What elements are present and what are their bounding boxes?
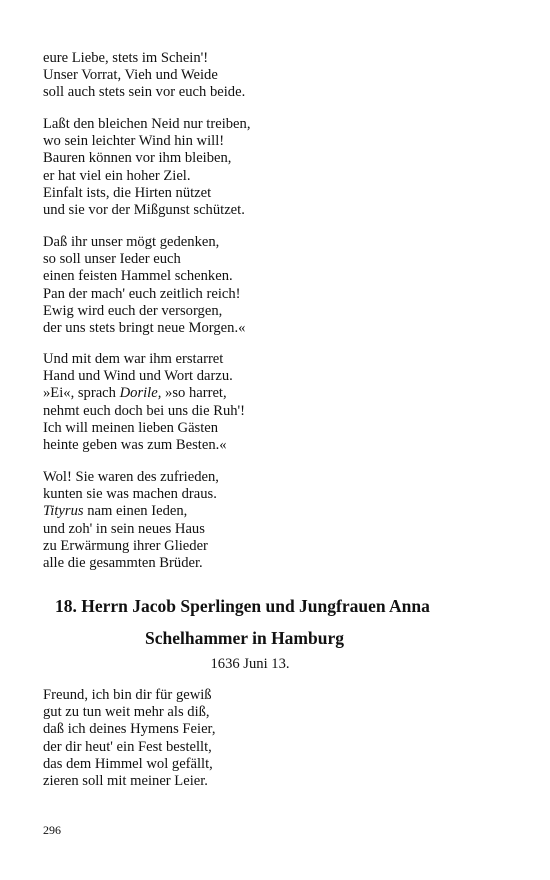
- verse-line: Ich will meinen lieben Gästen: [43, 419, 219, 436]
- verse-line: gut zu tun weit mehr als diß,: [43, 704, 210, 721]
- stanza-5: [43, 469, 219, 572]
- stanza-1: [43, 50, 245, 102]
- poem-stanza-1: [43, 687, 215, 790]
- verse-line: Hand und Wind und Wort darzu.: [43, 368, 233, 385]
- verse-line: heinte geben was zum Besten.«: [43, 437, 227, 454]
- verse-line: und sie vor der Mißgunst schützet.: [43, 202, 245, 219]
- verse-line: und zoh' in sein neues Haus: [43, 520, 205, 537]
- verse-line: Pan der mach' euch zeitlich reich!: [43, 285, 241, 302]
- verse-text: »Ei«, sprach: [43, 385, 120, 402]
- verse-line: Ewig wird euch der versorgen,: [43, 302, 223, 319]
- name-dorile: Dorile,: [119, 385, 162, 402]
- verse-line: das dem Himmel wol gefällt,: [43, 755, 213, 772]
- stanza-3: [43, 234, 245, 337]
- verse-line: Und mit dem war ihm erstarret: [43, 351, 224, 367]
- verse-line: Laßt den bleichen Neid nur treiben,: [43, 116, 251, 132]
- verse-line: zu Erwärmung ihrer Glieder: [43, 537, 208, 554]
- verse-line: so soll unser Ieder euch: [43, 251, 181, 268]
- verse-line: wo sein leichter Wind hin will!: [43, 133, 225, 150]
- verse-line: er hat viel ein hoher Ziel.: [43, 167, 191, 184]
- stanza-4: [43, 351, 245, 454]
- name-tityrus: Tityrus: [43, 503, 84, 520]
- verse-line: einen feisten Hammel schenken.: [43, 268, 233, 285]
- verse-line: der uns stets bringt neue Morgen.«: [43, 320, 246, 337]
- verse-text: »so harret,: [161, 385, 227, 402]
- verse-line: [43, 503, 219, 520]
- verse-line: nehmt euch doch bei uns die Ruh'!: [43, 402, 246, 419]
- verse-line: zieren soll mit meiner Leier.: [43, 773, 208, 790]
- verse-line: Freund, ich bin dir für gewiß: [43, 687, 212, 703]
- verse-line: Unser Vorrat, Vieh und Weide: [43, 67, 218, 84]
- poem-heading-line-2: Schelhammer in Hamburg: [145, 628, 344, 648]
- verse-line: [43, 385, 245, 402]
- verse-text: nam einen Ieden,: [83, 503, 188, 520]
- poem-heading-line-1: 18. Herrn Jacob Sperlingen und Jungfrauen Anna: [55, 596, 430, 616]
- poem-date: 1636 Juni 13.: [210, 656, 290, 672]
- page-number: 296: [43, 823, 61, 837]
- verse-line: der dir heut' ein Fest bestellt,: [43, 738, 212, 755]
- verse-line: daß ich deines Hymens Feier,: [43, 721, 216, 738]
- verse-line: alle die gesammten Brüder.: [43, 555, 203, 572]
- verse-line: kunten sie was machen draus.: [43, 486, 217, 503]
- verse-line: Einfalt ists, die Hirten nützet: [43, 184, 212, 201]
- verse-line: eure Liebe, stets im Schein'!: [43, 50, 209, 66]
- verse-line: Wol! Sie waren des zufrieden,: [43, 469, 219, 485]
- verse-line: Daß ihr unser mögt gedenken,: [43, 234, 220, 250]
- verse-line: Bauren können vor ihm bleiben,: [43, 150, 232, 167]
- stanza-2: [43, 116, 250, 219]
- verse-line: soll auch stets sein vor euch beide.: [43, 84, 246, 101]
